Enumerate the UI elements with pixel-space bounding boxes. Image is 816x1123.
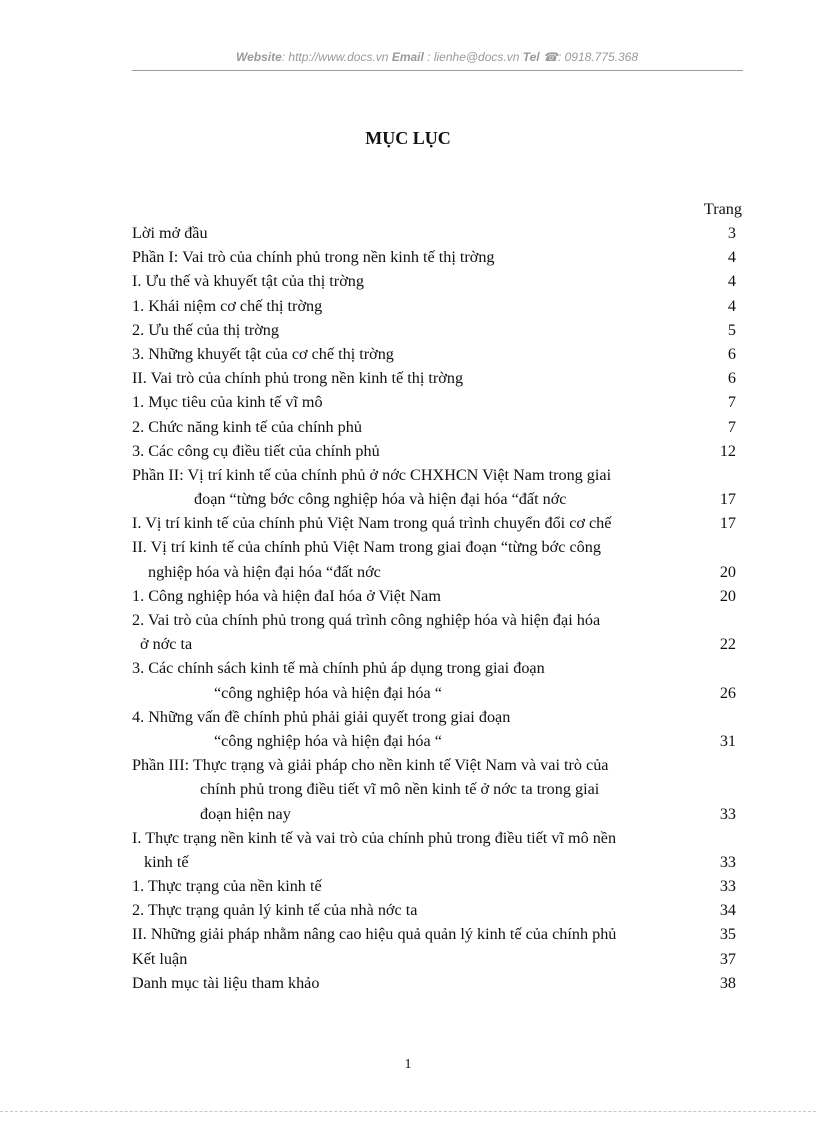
- toc-entry: [132, 366, 742, 390]
- header-divider: [132, 70, 743, 71]
- toc-entry-line: Phần II: Vị trí kinh tế của chính phủ ở nớc CHXHCN Việt Nam trong giai: [132, 465, 612, 484]
- toc-entry-line: Phần I: Vai trò của chính phủ trong nền kinh tế thị trờng: [132, 248, 495, 267]
- toc-entry-page: 12: [719, 441, 736, 460]
- table-of-contents: [132, 197, 742, 995]
- toc-entry-title: [132, 221, 696, 245]
- toc-entry: [132, 705, 742, 753]
- toc-entry-line: 4. Những vấn đề chính phủ phải giải quyết trong giai đoạn: [132, 707, 511, 726]
- toc-entry-page: 37: [719, 949, 736, 968]
- toc-entry-line: đoạn hiện nay: [200, 804, 291, 823]
- toc-entry-line: Kết luận: [132, 949, 188, 968]
- toc-entry-title: [132, 366, 696, 390]
- toc-entry: [132, 971, 742, 995]
- toc-entry-line: kinh tế: [144, 852, 189, 871]
- tel-value: : 0918.775.368: [557, 50, 639, 64]
- toc-entry: [132, 439, 742, 463]
- toc-entry-title: [132, 511, 696, 535]
- toc-entry: [132, 415, 742, 439]
- toc-entry: [132, 608, 742, 656]
- toc-entry: [132, 535, 742, 583]
- toc-entry-title: [132, 318, 696, 342]
- toc-entry: [132, 584, 742, 608]
- toc-entry-line: 2. Chức năng kinh tế của chính phủ: [132, 417, 362, 436]
- toc-entry-page: 33: [719, 804, 736, 823]
- toc-entry-line: chính phủ trong điều tiết vĩ mô nền kinh tế ở nớc ta trong giai: [200, 780, 600, 799]
- toc-entry-page: 17: [719, 514, 736, 533]
- toc-entry-title: [132, 947, 696, 971]
- website-label: Website: [235, 50, 282, 64]
- toc-entry-page: 17: [719, 490, 736, 509]
- toc-entry-title: [132, 874, 696, 898]
- toc-entry-title: [132, 705, 696, 753]
- toc-entry-title: [132, 656, 696, 704]
- toc-entry-page: 35: [719, 925, 736, 944]
- toc-entries: [132, 221, 742, 995]
- toc-entry: [132, 245, 742, 269]
- toc-entry-page: 7: [727, 417, 736, 436]
- toc-entry-line: I. Thực trạng nền kinh tế và vai trò của chính phủ trong điều tiết vĩ mô nền: [132, 828, 617, 847]
- toc-entry-line: II. Vị trí kinh tế của chính phủ Việt Nam trong giai đoạn “từng bớc công: [132, 538, 601, 557]
- phone-icon: ☎: [543, 50, 558, 64]
- toc-entry-title: [132, 463, 696, 511]
- toc-entry-page: 31: [719, 731, 736, 750]
- toc-entry-line: II. Vai trò của chính phủ trong nền kinh tế thị trờng: [132, 369, 464, 388]
- footer-divider: [0, 1111, 816, 1112]
- toc-entry-page: 38: [719, 973, 736, 992]
- toc-entry: [132, 947, 742, 971]
- toc-entry: [132, 511, 742, 535]
- toc-entry-line: 3. Các công cụ điều tiết của chính phủ: [132, 441, 380, 460]
- toc-entry-line: 2. Vai trò của chính phủ trong quá trình công nghiệp hóa và hiện đại hóa: [132, 611, 601, 629]
- email-value: : lienhe@docs.vn: [427, 50, 520, 64]
- toc-entry-page: 6: [727, 344, 736, 363]
- toc-entry-title: [132, 971, 696, 995]
- toc-entry-page: 5: [727, 320, 736, 339]
- toc-entry-line: Phần III: Thực trạng và giải pháp cho nền kinh tế Việt Nam và vai trò của: [132, 756, 609, 775]
- toc-entry: [132, 753, 742, 826]
- toc-entry: [132, 269, 742, 293]
- toc-entry-page: 26: [719, 683, 736, 702]
- toc-entry-title: [132, 294, 696, 318]
- toc-entry: [132, 318, 742, 342]
- toc-entry: [132, 294, 742, 318]
- toc-entry-line: nghiệp hóa và hiện đại hóa “đất nớc: [148, 562, 381, 581]
- toc-entry-line: ở nớc ta: [140, 635, 193, 654]
- toc-entry-line: “công nghiệp hóa và hiện đại hóa “: [214, 731, 442, 750]
- toc-entry-line: 1. Mục tiêu của kinh tế vĩ mô: [132, 393, 323, 412]
- toc-entry-title: [132, 415, 696, 439]
- toc-page-column-heading: Trang: [703, 200, 742, 218]
- toc-entry-title: [132, 898, 696, 922]
- toc-entry: [132, 898, 742, 922]
- tel-label: Tel: [522, 50, 540, 64]
- toc-entry-line: 1. Công nghiệp hóa và hiện đaI hóa ở Việt Nam: [132, 586, 441, 605]
- toc-entry-line: đoạn “từng bớc công nghiệp hóa và hiện đại hóa “đất nớc: [194, 490, 567, 509]
- toc-entry: [132, 221, 742, 245]
- toc-entry: [132, 874, 742, 898]
- toc-entry-line: 3. Các chính sách kinh tế mà chính phủ áp dụng trong giai đoạn: [132, 659, 545, 678]
- toc-entry-page: 20: [719, 562, 736, 581]
- website-value: : http://www.docs.vn: [281, 50, 389, 64]
- toc-entry-line: Danh mục tài liệu tham khảo: [132, 973, 320, 992]
- toc-entry-title: [132, 342, 696, 366]
- toc-entry-page: 22: [719, 635, 736, 654]
- toc-entry-title: [132, 922, 696, 946]
- toc-entry-title: [132, 608, 696, 656]
- page-header: [132, 50, 742, 64]
- toc-entry-page: 4: [727, 272, 736, 291]
- toc-entry: [132, 922, 742, 946]
- toc-entry: [132, 390, 742, 414]
- toc-entry-line: Lời mở đầu: [132, 224, 208, 242]
- page-title: MỤC LỤC: [365, 128, 451, 148]
- toc-entry-title: [132, 753, 696, 826]
- toc-entry-title: [132, 245, 696, 269]
- toc-entry-page: 4: [727, 248, 736, 267]
- toc-entry-line: 1. Khái niệm cơ chế thị trờng: [132, 296, 323, 315]
- toc-entry-line: I. Vị trí kinh tế của chính phủ Việt Nam trong quá trình chuyển đổi cơ chế: [132, 514, 612, 533]
- toc-entry-line: 1. Thực trạng của nền kinh tế: [132, 877, 322, 896]
- email-label: Email: [391, 50, 424, 64]
- toc-entry-title: [132, 535, 696, 583]
- toc-entry-page: 33: [719, 877, 736, 896]
- toc-entry: [132, 342, 742, 366]
- toc-entry-title: [132, 390, 696, 414]
- toc-entry-line: “công nghiệp hóa và hiện đại hóa “: [214, 683, 442, 702]
- toc-entry-page: 33: [719, 852, 736, 871]
- toc-entry-page: 3: [727, 224, 736, 242]
- toc-entry-line: 2. Ưu thế của thị trờng: [132, 320, 279, 339]
- toc-entry-line: II. Những giải pháp nhằm nâng cao hiệu quả quản lý kinh tế của chính phủ: [132, 925, 617, 944]
- page-number: 1: [404, 1057, 412, 1072]
- toc-entry: [132, 826, 742, 874]
- toc-entry-page: 7: [727, 393, 736, 412]
- toc-entry: [132, 656, 742, 704]
- toc-entry-title: [132, 269, 696, 293]
- toc-entry-page: 4: [727, 296, 736, 315]
- toc-entry-page: 6: [727, 369, 736, 388]
- toc-entry-title: [132, 826, 696, 874]
- toc-entry-line: 2. Thực trạng quản lý kinh tế của nhà nớc ta: [132, 901, 418, 920]
- toc-entry-line: 3. Những khuyết tật của cơ chế thị trờng: [132, 344, 394, 363]
- toc-entry-line: I. Ưu thế và khuyết tật của thị trờng: [132, 272, 364, 291]
- toc-entry-title: [132, 439, 696, 463]
- toc-entry-page: 34: [719, 901, 736, 920]
- toc-entry: [132, 463, 742, 511]
- toc-entry-page: 20: [719, 586, 736, 605]
- toc-entry-title: [132, 584, 696, 608]
